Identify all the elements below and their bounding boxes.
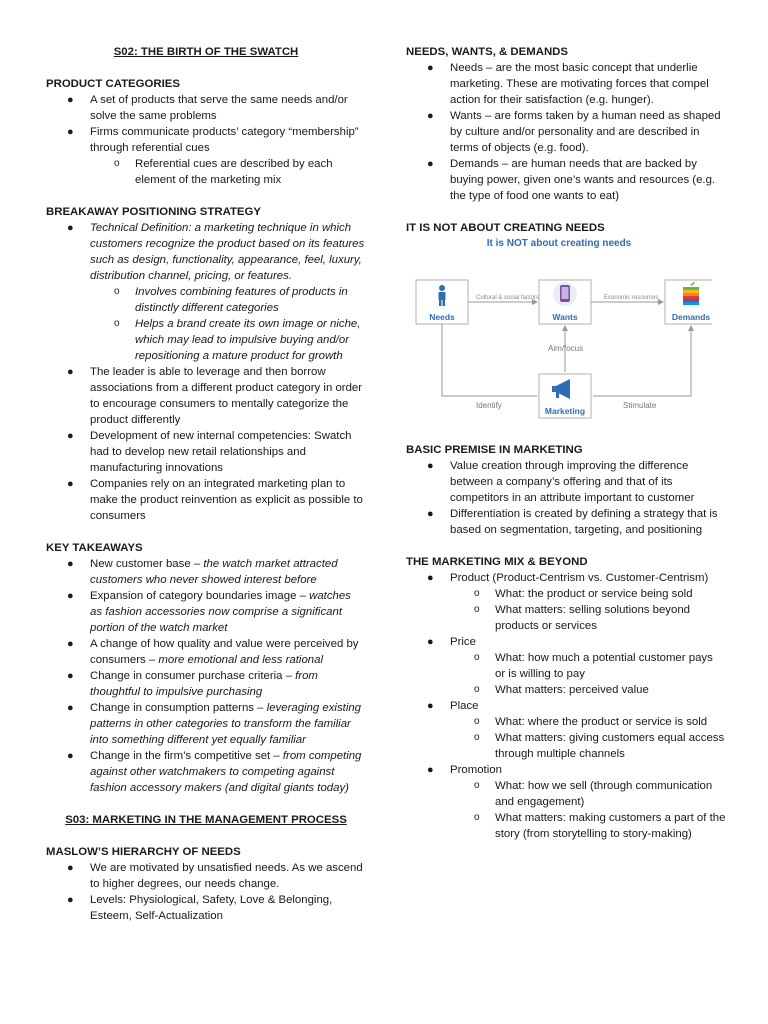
circle-bullet-icon: o bbox=[114, 158, 120, 169]
bullet-icon: ● bbox=[67, 126, 74, 138]
list-key-takeaways bbox=[46, 556, 366, 796]
bullet-icon: ● bbox=[67, 222, 74, 234]
list-item: ● Change in the firm’s competitive set – from competing against other watchmakers to competing against fashion accessory makers (and digital giants today) bbox=[67, 750, 362, 794]
circle-bullet-icon: o bbox=[474, 588, 480, 599]
bullet-icon: ● bbox=[427, 460, 434, 472]
bullet-icon: ● bbox=[427, 508, 434, 520]
bullet-icon: ● bbox=[67, 558, 74, 570]
sub-list-item: o Helps a brand create its own image or niche, which may lead to impulsive buying and/or repositioning a mature product for growth bbox=[114, 318, 361, 362]
sub-list-item: o What: where the product or service is sold bbox=[474, 716, 708, 728]
section-title-s02: S02: THE BIRTH OF THE SWATCH bbox=[113, 46, 299, 58]
bullet-icon: ● bbox=[427, 700, 434, 712]
sub-list-item: o What matters: making customers a part of the story (from storytelling to story-making) bbox=[474, 812, 726, 840]
bullet-icon: ● bbox=[427, 636, 434, 648]
sub-list-item: o What: the product or service being sold bbox=[474, 588, 693, 600]
sub-list-item: o What matters: selling solutions beyond products or services bbox=[474, 604, 691, 632]
demands-label: Demands bbox=[671, 312, 711, 322]
list-item: ● Levels: Physiological, Safety, Love & Belonging, Esteem, Self-Actualization bbox=[67, 894, 333, 922]
bullet-icon: ● bbox=[67, 430, 74, 442]
diagram-graphic bbox=[406, 236, 712, 426]
list-item: ● Demands – are human needs that are backed by buying power, given one’s wants and resources (e.g. the type of food one wants to eat) bbox=[427, 158, 716, 202]
list-item: ● Expansion of category boundaries image – watches as fashion accessories now comprise a significant portion of the watch market bbox=[67, 590, 351, 634]
circle-bullet-icon: o bbox=[114, 286, 120, 297]
heading-product-categories: PRODUCT CATEGORIES bbox=[46, 78, 180, 90]
bullet-icon: ● bbox=[67, 478, 74, 490]
aim-focus-label: Aim/focus bbox=[548, 344, 584, 353]
bullet-icon: ● bbox=[67, 702, 74, 714]
list-item: ● A change of how quality and value were perceived by consumers – more emotional and less rational bbox=[67, 638, 359, 666]
bullet-icon: ● bbox=[67, 590, 74, 602]
circle-bullet-icon: o bbox=[474, 604, 480, 615]
list-item: ● Firms communicate products’ category “membership” through referential cues o Referential cues are described by each element of the marketing mix bbox=[46, 124, 366, 188]
bullet-icon: ● bbox=[427, 110, 434, 122]
bullet-icon: ● bbox=[67, 894, 74, 906]
bullet-icon: ● bbox=[67, 862, 74, 874]
heading-marketing-mix: THE MARKETING MIX & BEYOND bbox=[406, 556, 588, 568]
circle-bullet-icon: o bbox=[474, 732, 480, 743]
sub-list-item: o What: how much a potential customer pays or is willing to pay bbox=[474, 652, 713, 680]
sub-list-item: o Involves combining features of products in distinctly different categories bbox=[114, 286, 348, 314]
sub-list-item: o What matters: giving customers equal access through multiple channels bbox=[474, 732, 725, 760]
list-maslow bbox=[46, 860, 366, 924]
list-item: ● Promotion o What: how we sell (through communication and engagement) o What matters: making customers a part of the story (from storytelling to story-making) bbox=[427, 764, 726, 840]
bullet-icon: ● bbox=[67, 670, 74, 682]
bullet-icon: ● bbox=[67, 750, 74, 762]
line-stimulate bbox=[593, 326, 691, 396]
list-breakaway bbox=[46, 220, 366, 524]
stimulate-label: Stimulate bbox=[623, 401, 657, 410]
right-column bbox=[406, 44, 726, 842]
bullet-icon: ● bbox=[67, 638, 74, 650]
heading-key-takeaways: KEY TAKEAWAYS bbox=[46, 542, 143, 554]
list-marketing-mix bbox=[406, 570, 726, 842]
list-basic-premise bbox=[406, 458, 726, 538]
identify-label: Identify bbox=[476, 401, 502, 410]
list-item: ● Change in consumption patterns – leveraging existing patterns in other categories to transform the familiar into something different yet equally familiar bbox=[67, 702, 362, 746]
list-needs-wants-demands bbox=[406, 60, 726, 204]
bullet-icon: ● bbox=[427, 62, 434, 74]
list-item: ● The leader is able to leverage and then borrow associations from a different product category in order to encourage consumers to mentally categorize the product differently bbox=[67, 366, 363, 426]
list-item: ● Change in consumer purchase criteria – from thoughtful to impulsive purchasing bbox=[67, 670, 318, 698]
circle-bullet-icon: o bbox=[114, 318, 120, 329]
heading-breakaway: BREAKAWAY POSITIONING STRATEGY bbox=[46, 206, 261, 218]
list-item: ● Wants – are forms taken by a human need as shaped by culture and/or personality and are described in terms of objects (e.g. food). bbox=[427, 110, 721, 154]
list-item: ● New customer base – the watch market attracted customers who never showed interest before bbox=[67, 558, 338, 586]
bullet-icon: ● bbox=[427, 158, 434, 170]
list-item: ● Place o What: where the product or service is sold o What matters: giving customers equal access through multiple channels bbox=[427, 700, 725, 760]
list-item: ● Development of new internal competencies: Swatch had to develop new retail relationships and manufacturing innovations bbox=[67, 430, 352, 474]
circle-bullet-icon: o bbox=[474, 716, 480, 727]
needs-wants-demands-diagram bbox=[406, 236, 712, 426]
list-item: ● Price o What: how much a potential customer pays or is willing to pay o What matters: perceived value bbox=[406, 634, 726, 698]
heading-not-creating-needs: IT IS NOT ABOUT CREATING NEEDS bbox=[406, 222, 605, 234]
list-item: ● Companies rely on an integrated marketing plan to make the product reinvention as explicit as possible to consumers bbox=[67, 478, 363, 522]
list-item: ● Product (Product-Centrism vs. Customer-Centrism) o What: the product or service being sold o What matters: selling solutions beyond products or services bbox=[406, 570, 726, 634]
sub-list-item: o What matters: perceived value bbox=[474, 684, 649, 696]
section-title-s03: S03: MARKETING IN THE MANAGEMENT PROCESS bbox=[65, 814, 347, 826]
bullet-icon: ● bbox=[427, 764, 434, 776]
list-product-categories bbox=[46, 92, 366, 188]
circle-bullet-icon: o bbox=[474, 812, 480, 823]
sub-list-item: o Referential cues are described by each element of the marketing mix bbox=[114, 158, 333, 186]
bullet-icon: ● bbox=[67, 94, 74, 106]
marketing-label: Marketing bbox=[544, 406, 586, 416]
economic-resources-label: Economic resources bbox=[604, 295, 659, 301]
line-identify bbox=[442, 324, 537, 396]
circle-bullet-icon: o bbox=[474, 652, 480, 663]
list-item: ● Needs – are the most basic concept that underlie marketing. These are motivating forces that compel action for their satisfaction (e.g. hunger). bbox=[427, 62, 709, 106]
cultural-factors-label: Cultural & social factors bbox=[476, 295, 540, 301]
left-column bbox=[46, 44, 366, 924]
heading-basic-premise: BASIC PREMISE IN MARKETING bbox=[406, 444, 583, 456]
heading-maslow: MASLOW’S HIERARCHY OF NEEDS bbox=[46, 846, 241, 858]
list-item: ● A set of products that serve the same needs and/or solve the same problems bbox=[67, 94, 348, 122]
bullet-icon: ● bbox=[427, 572, 434, 584]
phone-icon bbox=[553, 282, 577, 306]
list-item: ● Technical Definition: a marketing technique in which customers recognize the product based on its features such as design, functionality, appearance, feel, luxury, distribution channel, pricing, or features. o Involves combining features of products in distinctly different categories o Helps a brand create its own image or niche, which may lead to impulsive buying and/or repositioning a mature product for growth bbox=[67, 222, 365, 362]
heading-needs-wants-demands: NEEDS, WANTS, & DEMANDS bbox=[406, 46, 569, 58]
list-item: ● Differentiation is created by defining a strategy that is based on segmentation, targeting, and positioning bbox=[427, 508, 718, 536]
bullet-icon: ● bbox=[67, 366, 74, 378]
wants-label: Wants bbox=[552, 312, 578, 322]
list-item: ● We are motivated by unsatisfied needs. As we ascend to higher degrees, our needs change. bbox=[67, 862, 363, 890]
needs-label: Needs bbox=[429, 312, 455, 322]
diagram-title: It is NOT about creating needs bbox=[486, 238, 632, 249]
sub-list-item: o What: how we sell (through communication and engagement) bbox=[474, 780, 713, 808]
list-item: ● Value creation through improving the difference between a company’s offering and that of its competitors in an attribute important to customer bbox=[427, 460, 695, 504]
circle-bullet-icon: o bbox=[474, 780, 480, 791]
circle-bullet-icon: o bbox=[474, 684, 480, 695]
